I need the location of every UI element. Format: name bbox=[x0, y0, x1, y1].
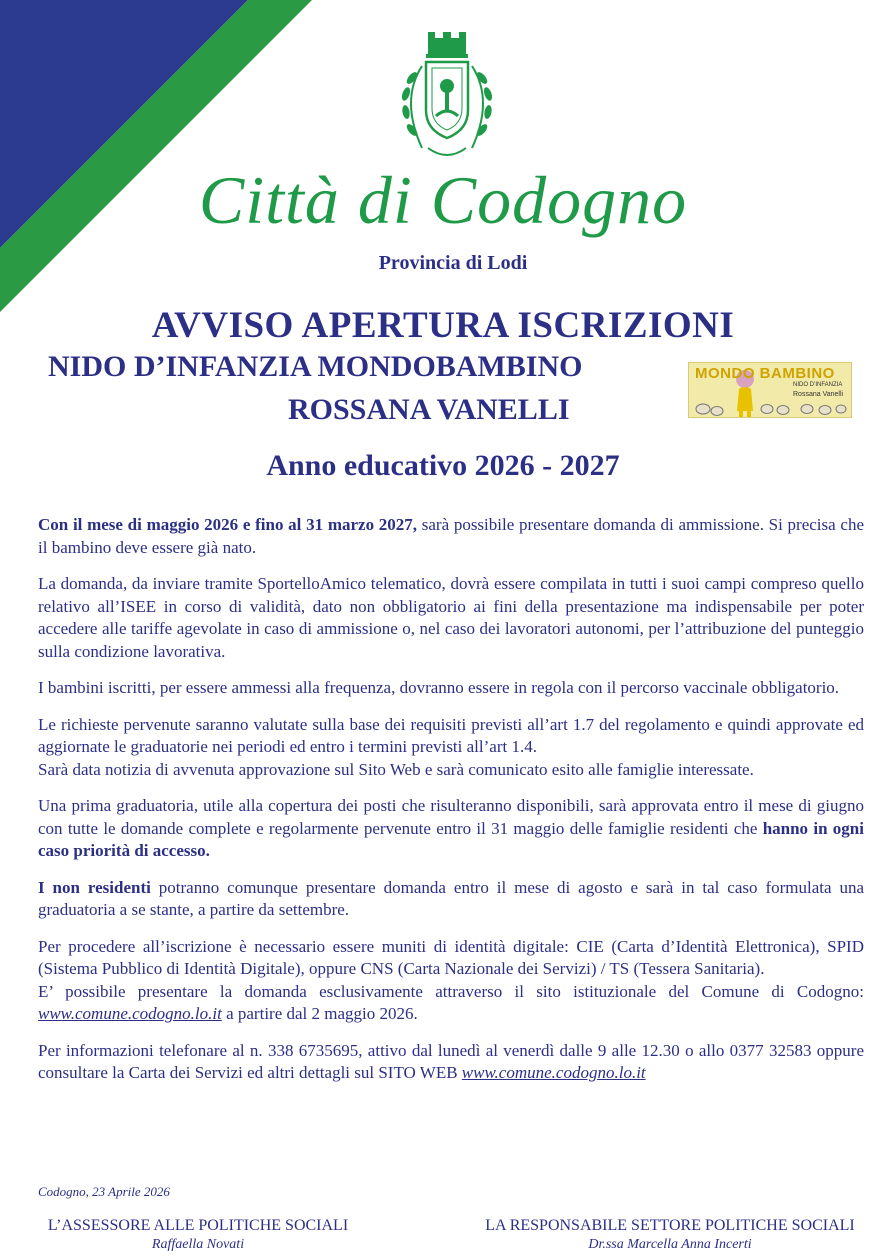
paragraph-ranking: Una prima graduatoria, utile alla copertura dei posti che risulteranno disponibili, sarà approvata entro il mese di giugno con tutte le domande complete e regolarmente pervenute entro il 31 maggio delle famiglie residenti che hanno in ogni caso priorità di accesso. bbox=[38, 796, 864, 860]
paragraph-dates: Con il mese di maggio 2026 e fino al 31 marzo 2027, sarà possibile presentare domanda di ammissione. Si precisa che il bambino deve essere già nato. bbox=[38, 515, 864, 557]
logo-subtitle: NIDO D’INFANZIA bbox=[793, 382, 843, 388]
issue-date: Codogno, 23 Aprile 2026 bbox=[38, 1184, 170, 1199]
nursery-name: NIDO D’INFANZIA MONDOBAMBINO bbox=[48, 350, 583, 383]
logo-name: MONDO BAMBINO bbox=[695, 365, 835, 382]
city-name: Città di Codogno bbox=[198, 162, 688, 238]
school-year: Anno educativo 2026 - 2027 bbox=[266, 449, 620, 482]
assessor-name: Raffaella Novati bbox=[151, 1237, 245, 1252]
paragraph-application: La domanda, da inviare tramite SportelloAmico telematico, dovrà essere compilata in tutti i suoi campi compreso quello relativo all’ISEE in corso di validità, dato non obbligatorio ai fini della presentazione ma indispensabile per poter accedere alle tariffe agevolate in caso di ammissione o, nel caso dei lavoratori autonomi, per l’attribuzione del punteggio sulla condizione lavorativa. bbox=[38, 574, 864, 661]
notice-body bbox=[38, 514, 864, 1099]
signature-manager bbox=[474, 1217, 866, 1255]
mondobambino-logo bbox=[688, 362, 852, 418]
province-name: Provincia di Lodi bbox=[378, 252, 528, 274]
notice-title: AVVISO APERTURA ISCRIZIONI bbox=[151, 305, 735, 346]
signature-assessor bbox=[38, 1217, 358, 1255]
city-crest-icon bbox=[392, 30, 502, 170]
paragraph-evaluation: Le richieste pervenute saranno valutate sulla base dei requisiti previsti all’art 1.7 del regolamento e quindi approvate ed aggiornate le graduatorie nei periodi ed entro i termini previsti all’art 1.4. Sarà data notizia di avvenuta approvazione sul Sito Web e sarà comunicato esito alle famiglie interessate. bbox=[38, 714, 864, 779]
paragraph-vaccination: I bambini iscritti, per essere ammessi alla frequenza, dovranno essere in regola con il percorso vaccinale obbligatorio. bbox=[38, 678, 840, 697]
dates-highlight: Con il mese di maggio 2026 e fino al 31 marzo 2027, bbox=[38, 515, 418, 534]
manager-name: Dr.ssa Marcella Anna Incerti bbox=[588, 1237, 752, 1252]
nursery-dedication: ROSSANA VANELLI bbox=[288, 393, 570, 426]
paragraph-info: Per informazioni telefonare al n. 338 6735695, attivo dal lunedì al venerdì dalle 9 alle 12.30 o allo 0377 32583 oppure consultare la Carta dei Servizi ed altri dettagli sul SITO WEB www.comune.codogno.lo.it bbox=[38, 1040, 864, 1082]
logo-dedication: Rossana Vanelli bbox=[793, 391, 844, 398]
paragraph-digital-identity: Per procedere all’iscrizione è necessario essere muniti di identità digitale: CIE (Carta d’Identità Elettronica), SPID (Sistema Pubblico di Identità Digitale), oppure CNS (Carta Nazionale dei Servizi) / TS (Tessera Sanitaria). E’ possibile presentare la domanda esclusivamente attraverso il sito istituzionale del Comune di Codogno: www.comune.codogno.lo.it a partire dal 2 maggio 2026. bbox=[38, 936, 864, 1023]
assessor-role: L’ASSESSORE ALLE POLITICHE SOCIALI bbox=[47, 1217, 349, 1234]
paragraph-non-residents: I non residenti potranno comunque presentare domanda entro il mese di agosto e sarà in tal caso formulata una graduatoria a se stante, a partire da settembre. bbox=[38, 877, 864, 919]
website-link[interactable]: www.comune.codogno.lo.it bbox=[38, 1004, 222, 1023]
manager-role: LA RESPONSABILE SETTORE POLITICHE SOCIALI bbox=[485, 1217, 855, 1234]
website-link-info[interactable]: www.comune.codogno.lo.it bbox=[461, 1063, 646, 1082]
